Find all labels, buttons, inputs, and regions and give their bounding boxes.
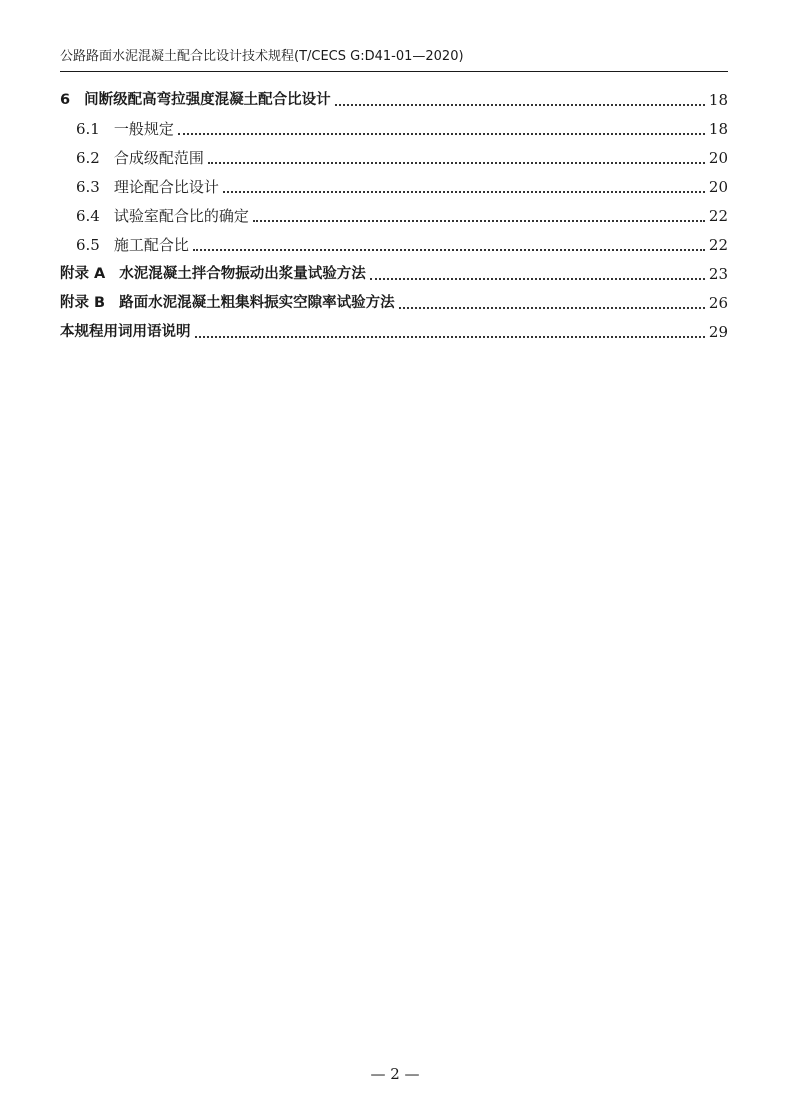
toc-dot-leader (223, 190, 705, 193)
toc-entry-page: 22 (708, 236, 728, 254)
toc-entry-page: 26 (708, 294, 728, 312)
toc-entry-page: 18 (708, 120, 728, 138)
toc-entry-title: 理论配合比设计 (113, 178, 219, 196)
toc-entry[interactable] (60, 291, 728, 313)
toc-entry-page: 20 (708, 149, 728, 167)
toc-entry[interactable] (76, 233, 728, 255)
toc-entry-title: 本规程用词用语说明 (60, 324, 191, 340)
toc-entry[interactable] (76, 175, 728, 197)
toc-dot-leader (399, 306, 705, 309)
toc-entry-number: 6.5 (76, 236, 100, 254)
page-number: — 2 — (370, 1065, 420, 1083)
toc-entry-page: 22 (708, 207, 728, 225)
toc-dot-leader (193, 248, 705, 251)
toc-entry-title: 水泥混凝土拌合物振动出浆量试验方法 (119, 266, 366, 282)
toc-entry-number: 6 (60, 92, 71, 108)
toc-entry[interactable] (60, 320, 728, 342)
toc-entry-number: 附录 B (60, 295, 106, 311)
toc-dot-leader (195, 335, 705, 338)
toc-entry-title: 试验室配合比的确定 (113, 207, 249, 225)
toc-entry[interactable] (60, 88, 728, 110)
toc-entry-number: 6.1 (76, 120, 100, 138)
toc-entry-page: 18 (708, 91, 728, 109)
toc-entry[interactable] (76, 146, 728, 168)
toc-entry-page: 29 (708, 323, 728, 341)
toc-entry-page: 23 (708, 265, 728, 283)
toc-dot-leader (335, 103, 705, 106)
toc-entry-title: 施工配合比 (113, 236, 189, 254)
toc-entry-number: 6.4 (76, 207, 100, 225)
toc-dot-leader (208, 161, 705, 164)
toc-dot-leader (370, 277, 705, 280)
toc-entry[interactable] (60, 262, 728, 284)
toc-dot-leader (253, 219, 705, 222)
running-header: 公路路面水泥混凝土配合比设计技术规程(T/CECS G:D41-01—2020) (60, 49, 464, 64)
toc-entry-title: 合成级配范围 (113, 149, 204, 167)
toc-entry-page: 20 (708, 178, 728, 196)
toc-entry[interactable] (76, 117, 728, 139)
toc-entry-number: 6.3 (76, 178, 100, 196)
toc-entry-title: 路面水泥混凝土粗集料振实空隙率试验方法 (119, 295, 395, 311)
toc-entry-title: 一般规定 (113, 120, 174, 138)
toc-entry[interactable] (76, 204, 728, 226)
toc-dot-leader (178, 132, 705, 135)
toc-entry-title: 间断级配高弯拉强度混凝土配合比设计 (84, 92, 331, 108)
toc-entry-number: 附录 A (60, 266, 106, 282)
toc-entry-number: 6.2 (76, 149, 100, 167)
